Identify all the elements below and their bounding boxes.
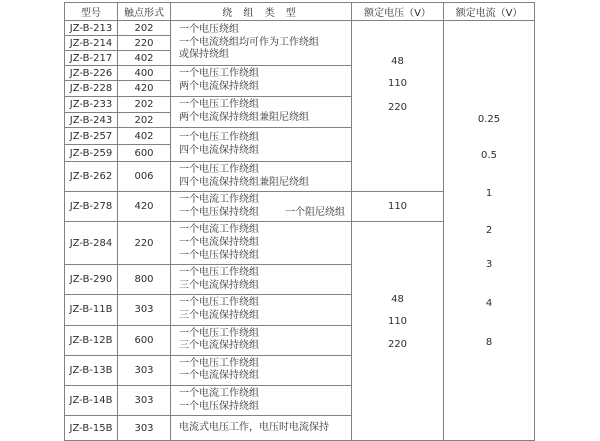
spec-table [64,2,535,441]
model-cell: JZ-B-228 [65,81,118,97]
winding-line-part: 一个阻尼绕组 [285,206,345,218]
contact-cell: 402 [118,128,171,145]
model-cell: JZ-B-12B [65,325,118,355]
winding-line: 一个电流工作绕组 [179,194,259,206]
model-cell: JZ-B-226 [65,66,118,81]
contact-cell: 220 [118,36,171,51]
contact-cell: 006 [118,162,171,192]
model-cell: JZ-B-233 [65,97,118,113]
header-current: 额定电流（V） [444,3,535,21]
winding-line: 一个电流保持绕组 [179,370,259,382]
winding-cell [171,325,352,355]
winding-line: 三个电流保持绕组 [179,279,259,291]
header-row [65,3,535,21]
current-value: 3 [485,258,493,270]
winding-cell [171,97,352,128]
header-contact: 触点形式 [118,3,171,21]
model-cell: JZ-B-14B [65,385,118,415]
winding-line: 电流式电压工作，电压时电流保持 [179,421,329,433]
contact-cell: 420 [118,81,171,97]
winding-line: 一个电压工作绕组 [179,267,259,279]
winding-line: 一个电压工作绕组 [179,327,259,339]
contact-cell: 303 [118,416,171,441]
voltage-value: 110 [387,77,408,89]
contact-cell: 600 [118,325,171,355]
contact-cell: 220 [118,222,171,265]
header-winding: 绕 组 类 型 [171,3,352,21]
contact-cell: 402 [118,51,171,66]
contact-cell: 202 [118,21,171,36]
voltage-value: 48 [391,294,404,306]
voltage-value: 110 [387,316,408,328]
current-value: 8 [485,336,493,348]
winding-line: 或保持绕组 [179,49,229,61]
contact-cell: 800 [118,265,171,295]
contact-cell: 303 [118,355,171,385]
winding-line: 一个电流工作绕组 [179,224,259,236]
voltage-value: 48 [391,55,404,67]
winding-line: 一个电压保持绕组 [179,249,259,261]
model-cell: JZ-B-213 [65,21,118,36]
contact-cell: 202 [118,97,171,113]
contact-cell: 303 [118,295,171,325]
contact-cell: 400 [118,66,171,81]
model-cell: JZ-B-13B [65,355,118,385]
winding-line: 三个电流保持绕组 [179,309,259,321]
winding-cell [171,355,352,385]
winding-line: 三个电流保持绕组 [179,340,259,352]
voltage-cell [352,222,444,441]
current-value: 4 [485,297,493,309]
winding-line: 四个电流保持绕组 [179,144,259,156]
model-cell: JZ-B-259 [65,145,118,162]
winding-line: 一个电流工作绕组 [179,387,259,399]
voltage-cell [352,21,444,192]
winding-cell [171,66,352,97]
winding-cell [171,21,352,66]
winding-line: 两个电流保持绕组 [179,81,259,92]
winding-line: 两个电流保持绕组兼阻尼绕组 [179,112,309,123]
model-cell: JZ-B-262 [65,162,118,192]
winding-cell [171,416,352,441]
winding-cell [171,265,352,295]
winding-line: 一个电流绕组均可作为工作绕组 [179,36,319,48]
model-cell: JZ-B-257 [65,128,118,145]
contact-cell: 303 [118,385,171,415]
winding-line: 一个电压工作绕组 [179,68,259,80]
winding-cell [171,128,352,162]
current-cell [444,21,535,441]
contact-cell: 600 [118,145,171,162]
voltage-cell [352,192,444,222]
winding-line: 一个电压工作绕组 [179,164,259,175]
voltage-value: 220 [387,101,408,113]
contact-cell: 202 [118,113,171,128]
table-row [65,21,535,36]
voltage-value: 110 [387,201,408,213]
winding-cell [171,295,352,325]
current-value: 0.25 [477,113,501,125]
model-cell: JZ-B-278 [65,192,118,222]
model-cell: JZ-B-11B [65,295,118,325]
winding-line: 一个电压绕组 [179,24,239,36]
winding-line: 一个电压工作绕组 [179,297,259,309]
winding-cell [171,192,352,222]
winding-line: 一个电压保持绕组 [179,400,259,412]
winding-cell [171,222,352,265]
current-value: 0.5 [481,149,497,161]
contact-cell: 420 [118,192,171,222]
winding-line [179,207,349,220]
model-cell: JZ-B-214 [65,36,118,51]
voltage-value: 220 [387,339,408,351]
winding-cell [171,385,352,415]
model-cell: JZ-B-290 [65,265,118,295]
current-value: 2 [485,224,493,236]
winding-cell [171,162,352,192]
model-cell: JZ-B-217 [65,51,118,66]
winding-line-part: 一个电压保持绕组 [179,206,259,218]
header-voltage: 额定电压（V） [352,3,444,21]
winding-line: 一个电压工作绕组 [179,131,259,143]
winding-line: 一个电压工作绕组 [179,99,259,111]
winding-line: 一个电流保持绕组 [179,236,259,248]
model-cell: JZ-B-243 [65,113,118,128]
header-model: 型号 [65,3,118,21]
model-cell: JZ-B-284 [65,222,118,265]
model-cell: JZ-B-15B [65,416,118,441]
winding-line: 四个电流保持绕组兼阻尼绕组 [179,176,309,188]
winding-line: 一个电压工作绕组 [179,357,259,369]
current-value: 1 [485,187,493,199]
